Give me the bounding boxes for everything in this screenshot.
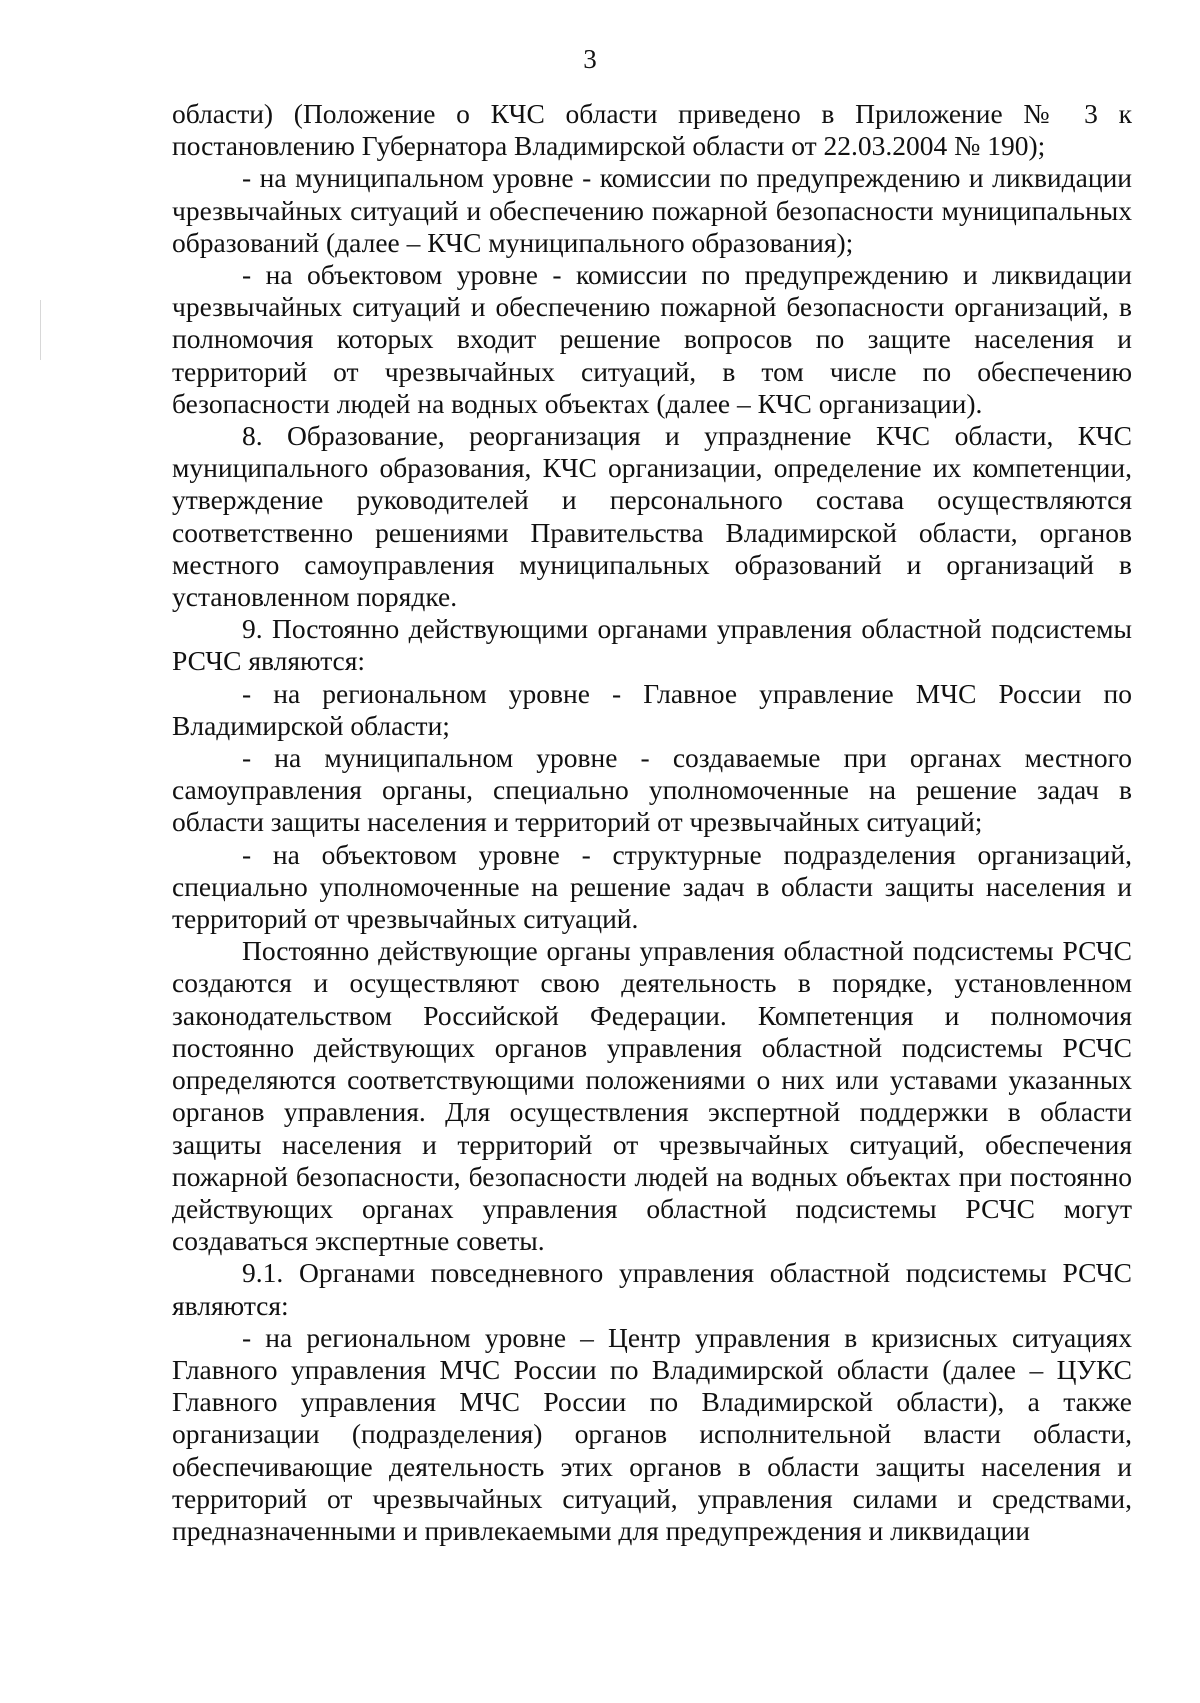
- list-item-regional-daily-management: - на региональном уровне – Центр управления в кризисных ситуациях Главного управления МЧС России по Владимирской области (далее – ЦУКС Главного управления МЧС России по Владимирской области), а также организации (подразделения) органов исполнительной власти области, обеспечивающие деятельность этих органов в области защиты населения и территорий от чрезвычайных ситуаций, управления силами и средствами, предназначенными и привлекаемыми для предупреждения и ликвидации: [172, 1321, 1132, 1546]
- list-item-regional-body: - на региональном уровне - Главное управление МЧС России по Владимирской области;: [172, 677, 1132, 741]
- paragraph-permanent-bodies: Постоянно действующие органы управления областной подсистемы РСЧС создаются и осуществляют свою деятельность в порядке, установленном законодательством Российской Федерации. Компетенция и полномочия постоянно действующих органов управления областной подсистемы РСЧС определяются соответствующими положениями о них или уставами указанных органов управления. Для осуществления экспертной поддержки в области защиты населения и территорий от чрезвычайных ситуаций, обеспечения пожарной безопасности, безопасности людей на водных объектах при постоянно действующих органах управления областной подсистемы РСЧС могут создаваться экспертные советы.: [172, 935, 1132, 1257]
- scan-mark: [40, 300, 41, 360]
- clause-9-1: 9.1. Органами повседневного управления областной подсистемы РСЧС являются:: [172, 1257, 1132, 1321]
- clause-9: 9. Постоянно действующими органами управления областной подсистемы РСЧС являются:: [172, 613, 1132, 677]
- list-item-object-kchs: - на объектовом уровне - комиссии по предупреждению и ликвидации чрезвычайных ситуаций и обеспечению пожарной безопасности организаций, в полномочия которых входит решение вопросов по защите населения и территорий от чрезвычайных ситуаций, в том числе по обеспечению безопасности людей на водных объектах (далее – КЧС организации).: [172, 259, 1132, 419]
- page-number: 3: [583, 44, 597, 74]
- paragraph-continuation: области) (Положение о КЧС области приведено в Приложение № 3 к постановлению Губернатора Владимирской области от 22.03.2004 № 190);: [172, 98, 1132, 162]
- list-item-municipal-body: - на муниципальном уровне - создаваемые при органах местного самоуправления органы, специально уполномоченные на решение задач в области защиты населения и территорий от чрезвычайных ситуаций;: [172, 742, 1132, 838]
- list-item-object-body: - на объектовом уровне - структурные подразделения организаций, специально уполномоченные на решение задач в области защиты населения и территорий от чрезвычайных ситуаций.: [172, 838, 1132, 935]
- list-item-municipal-kchs: - на муниципальном уровне - комиссии по предупреждению и ликвидации чрезвычайных ситуаций и обеспечению пожарной безопасности муниципальных образований (далее – КЧС муниципального образования);: [172, 162, 1132, 258]
- clause-8: 8. Образование, реорганизация и упразднение КЧС области, КЧС муниципального образования, КЧС организации, определение их компетенции, утверждение руководителей и персонального состава осуществляются соответственно решениями Правительства Владимирской области, органов местного самоуправления муниципальных образований и организаций в установленном порядке.: [172, 420, 1132, 613]
- document-body: [172, 98, 1132, 1547]
